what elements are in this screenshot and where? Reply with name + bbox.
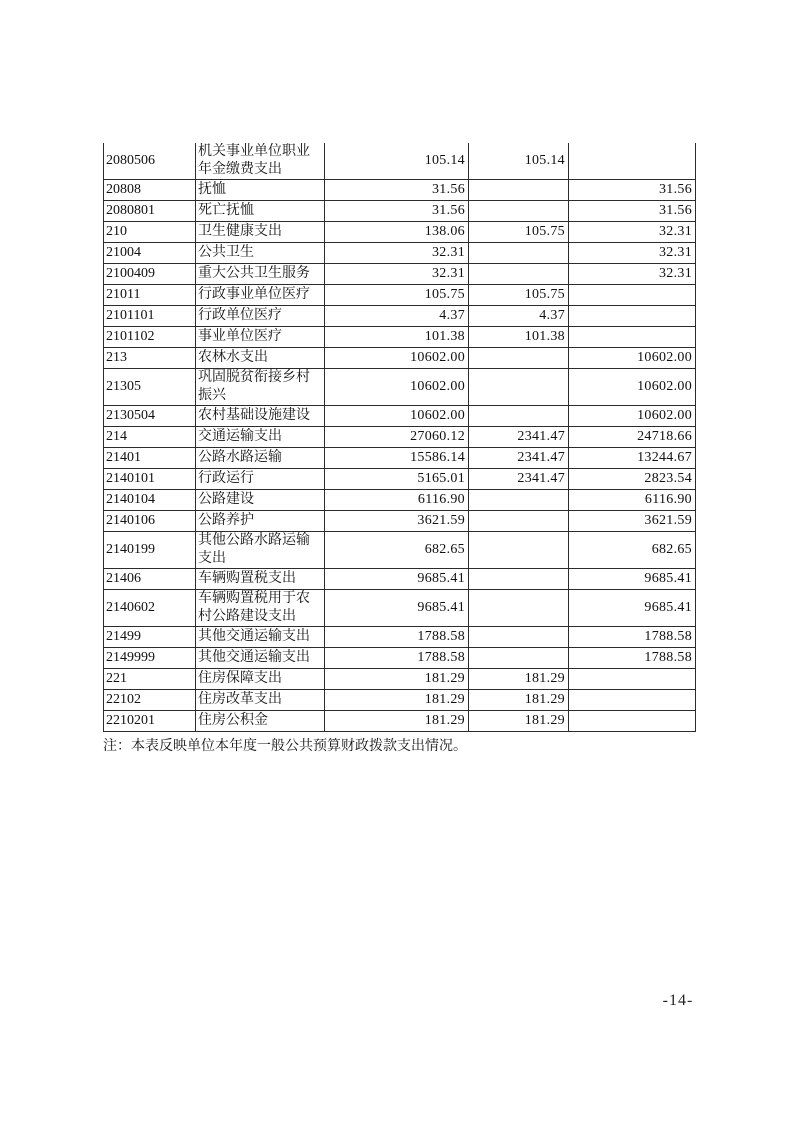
cell-code: 214 — [104, 427, 196, 448]
cell-value-2 — [469, 569, 569, 590]
cell-code: 2100409 — [104, 264, 196, 285]
cell-code: 2210201 — [104, 711, 196, 732]
cell-value-3: 10602.00 — [569, 369, 696, 406]
cell-value-1: 181.29 — [325, 669, 469, 690]
cell-value-1: 181.29 — [325, 711, 469, 732]
table-row — [104, 532, 696, 569]
cell-name: 重大公共卫生服务 — [196, 264, 325, 285]
cell-value-2: 105.14 — [469, 143, 569, 180]
cell-name: 死亡抚恤 — [196, 201, 325, 222]
cell-name: 农林水支出 — [196, 348, 325, 369]
table-section — [103, 143, 695, 757]
cell-value-3 — [569, 690, 696, 711]
cell-value-3: 32.31 — [569, 264, 696, 285]
cell-name: 车辆购置税用于农村公路建设支出 — [196, 590, 325, 627]
cell-value-2: 181.29 — [469, 690, 569, 711]
cell-value-2: 181.29 — [469, 711, 569, 732]
cell-name: 其他交通运输支出 — [196, 627, 325, 648]
cell-value-2 — [469, 369, 569, 406]
cell-name: 行政运行 — [196, 469, 325, 490]
cell-value-2 — [469, 243, 569, 264]
cell-value-3: 9685.41 — [569, 569, 696, 590]
table-row — [104, 569, 696, 590]
page-number: -14- — [662, 992, 694, 1009]
cell-value-3: 3621.59 — [569, 511, 696, 532]
table-row — [104, 648, 696, 669]
cell-value-1: 27060.12 — [325, 427, 469, 448]
cell-value-3: 682.65 — [569, 532, 696, 569]
cell-name: 住房改革支出 — [196, 690, 325, 711]
cell-value-3 — [569, 669, 696, 690]
cell-code: 21011 — [104, 285, 196, 306]
cell-code: 2130504 — [104, 406, 196, 427]
table-row — [104, 590, 696, 627]
cell-value-1: 9685.41 — [325, 569, 469, 590]
cell-code: 21305 — [104, 369, 196, 406]
cell-value-1: 9685.41 — [325, 590, 469, 627]
cell-code: 20808 — [104, 180, 196, 201]
cell-value-2 — [469, 180, 569, 201]
cell-code: 2149999 — [104, 648, 196, 669]
cell-name: 行政单位医疗 — [196, 306, 325, 327]
table-row — [104, 243, 696, 264]
budget-expenditure-table — [103, 143, 696, 732]
table-row — [104, 222, 696, 243]
cell-value-2: 4.37 — [469, 306, 569, 327]
cell-value-3 — [569, 327, 696, 348]
table-row — [104, 406, 696, 427]
cell-name: 公共卫生 — [196, 243, 325, 264]
cell-value-1: 1788.58 — [325, 648, 469, 669]
cell-value-2: 101.38 — [469, 327, 569, 348]
cell-value-1: 31.56 — [325, 180, 469, 201]
cell-code: 210 — [104, 222, 196, 243]
cell-value-1: 10602.00 — [325, 348, 469, 369]
cell-name: 行政事业单位医疗 — [196, 285, 325, 306]
cell-value-2 — [469, 511, 569, 532]
cell-value-3: 24718.66 — [569, 427, 696, 448]
table-row — [104, 369, 696, 406]
cell-value-3: 31.56 — [569, 180, 696, 201]
cell-code: 2080506 — [104, 143, 196, 180]
table-row — [104, 627, 696, 648]
cell-name: 公路养护 — [196, 511, 325, 532]
cell-value-3: 10602.00 — [569, 406, 696, 427]
cell-value-3: 32.31 — [569, 243, 696, 264]
cell-code: 21406 — [104, 569, 196, 590]
cell-name: 农村基础设施建设 — [196, 406, 325, 427]
cell-code: 21004 — [104, 243, 196, 264]
cell-value-2 — [469, 406, 569, 427]
table-footnote: 注：本表反映单位本年度一般公共预算财政拨款支出情况。 — [103, 739, 467, 754]
cell-value-2: 181.29 — [469, 669, 569, 690]
cell-value-3: 9685.41 — [569, 590, 696, 627]
cell-value-2: 105.75 — [469, 285, 569, 306]
table-row — [104, 448, 696, 469]
table-row — [104, 180, 696, 201]
cell-value-2 — [469, 590, 569, 627]
cell-value-2: 105.75 — [469, 222, 569, 243]
table-row — [104, 143, 696, 180]
cell-name: 其他交通运输支出 — [196, 648, 325, 669]
cell-value-3: 1788.58 — [569, 648, 696, 669]
table-row — [104, 348, 696, 369]
cell-value-1: 32.31 — [325, 264, 469, 285]
cell-value-2 — [469, 348, 569, 369]
table-row — [104, 427, 696, 448]
cell-value-2 — [469, 627, 569, 648]
cell-code: 2101102 — [104, 327, 196, 348]
cell-value-2 — [469, 264, 569, 285]
cell-value-3: 10602.00 — [569, 348, 696, 369]
cell-value-1: 4.37 — [325, 306, 469, 327]
table-row — [104, 306, 696, 327]
cell-value-1: 10602.00 — [325, 406, 469, 427]
cell-value-3 — [569, 285, 696, 306]
cell-value-2: 2341.47 — [469, 448, 569, 469]
cell-code: 2080801 — [104, 201, 196, 222]
table-row — [104, 264, 696, 285]
cell-value-3: 6116.90 — [569, 490, 696, 511]
table-row — [104, 690, 696, 711]
table-row — [104, 711, 696, 732]
cell-name: 住房公积金 — [196, 711, 325, 732]
cell-value-3 — [569, 143, 696, 180]
cell-value-3 — [569, 306, 696, 327]
cell-value-1: 1788.58 — [325, 627, 469, 648]
cell-value-1: 6116.90 — [325, 490, 469, 511]
cell-value-3: 13244.67 — [569, 448, 696, 469]
cell-value-1: 181.29 — [325, 690, 469, 711]
cell-name: 机关事业单位职业年金缴费支出 — [196, 143, 325, 180]
table-row — [104, 511, 696, 532]
cell-name: 公路建设 — [196, 490, 325, 511]
cell-name: 住房保障支出 — [196, 669, 325, 690]
cell-value-2 — [469, 201, 569, 222]
cell-value-2 — [469, 648, 569, 669]
table-row — [104, 201, 696, 222]
cell-value-3: 31.56 — [569, 201, 696, 222]
cell-value-2: 2341.47 — [469, 427, 569, 448]
cell-value-2: 2341.47 — [469, 469, 569, 490]
table-row — [104, 490, 696, 511]
cell-code: 2140104 — [104, 490, 196, 511]
cell-value-1: 31.56 — [325, 201, 469, 222]
cell-value-3 — [569, 711, 696, 732]
cell-value-3: 32.31 — [569, 222, 696, 243]
cell-name: 卫生健康支出 — [196, 222, 325, 243]
table-row — [104, 669, 696, 690]
cell-code: 2140106 — [104, 511, 196, 532]
cell-value-3: 1788.58 — [569, 627, 696, 648]
cell-code: 2140101 — [104, 469, 196, 490]
cell-name: 事业单位医疗 — [196, 327, 325, 348]
table-row — [104, 285, 696, 306]
cell-value-1: 105.75 — [325, 285, 469, 306]
cell-name: 交通运输支出 — [196, 427, 325, 448]
table-row — [104, 469, 696, 490]
cell-name: 抚恤 — [196, 180, 325, 201]
cell-code: 2140199 — [104, 532, 196, 569]
cell-value-1: 3621.59 — [325, 511, 469, 532]
cell-code: 2140602 — [104, 590, 196, 627]
cell-code: 22102 — [104, 690, 196, 711]
cell-code: 21499 — [104, 627, 196, 648]
cell-name: 巩固脱贫衔接乡村振兴 — [196, 369, 325, 406]
cell-code: 221 — [104, 669, 196, 690]
cell-value-1: 138.06 — [325, 222, 469, 243]
cell-value-2 — [469, 532, 569, 569]
cell-value-3: 2823.54 — [569, 469, 696, 490]
cell-value-1: 101.38 — [325, 327, 469, 348]
cell-name: 车辆购置税支出 — [196, 569, 325, 590]
table-row — [104, 327, 696, 348]
cell-code: 213 — [104, 348, 196, 369]
cell-name: 其他公路水路运输支出 — [196, 532, 325, 569]
cell-value-1: 105.14 — [325, 143, 469, 180]
cell-value-1: 15586.14 — [325, 448, 469, 469]
cell-value-1: 32.31 — [325, 243, 469, 264]
cell-value-1: 10602.00 — [325, 369, 469, 406]
cell-value-1: 682.65 — [325, 532, 469, 569]
table-body — [104, 143, 696, 732]
cell-code: 2101101 — [104, 306, 196, 327]
cell-name: 公路水路运输 — [196, 448, 325, 469]
cell-code: 21401 — [104, 448, 196, 469]
cell-value-2 — [469, 490, 569, 511]
cell-value-1: 5165.01 — [325, 469, 469, 490]
